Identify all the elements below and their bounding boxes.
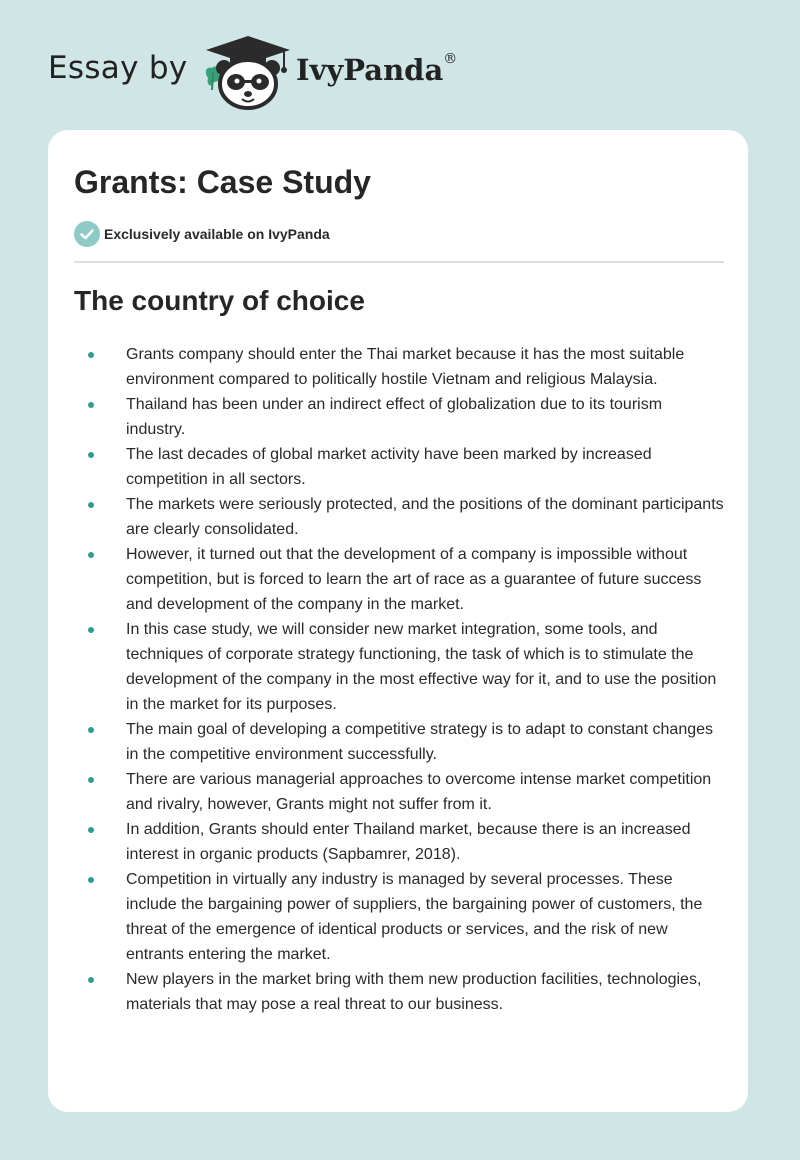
list-item: The main goal of developing a competitive strategy is to adapt to constant changes in the competitive environment successfully. — [74, 717, 724, 767]
list-item: Thailand has been under an indirect effect of globalization due to its tourism industry. — [74, 392, 724, 442]
panda-graduate-icon[interactable] — [200, 34, 296, 110]
list-item: In addition, Grants should enter Thailand market, because there is an increased interest in organic products (Sapbamrer, 2018). — [74, 817, 724, 867]
exclusive-badge — [74, 221, 330, 247]
site-header — [0, 0, 800, 130]
divider — [74, 261, 724, 263]
list-item: New players in the market bring with them new production facilities, technologies, materials that may pose a real threat to our business. — [74, 967, 724, 1017]
article-card — [48, 130, 748, 1112]
brand-name[interactable] — [296, 53, 457, 87]
list-item: In this case study, we will consider new market integration, some tools, and techniques of corporate strategy functioning, the task of which is to stimulate the development of the company in the most effective way for it, and to use the position in the market for its purposes. — [74, 617, 724, 717]
brand-name-text[interactable]: IvyPanda — [296, 53, 444, 87]
trademark-symbol: ® — [443, 51, 458, 67]
section-heading: The country of choice — [74, 285, 365, 316]
badge-label: Exclusively available on IvyPanda — [104, 226, 330, 242]
check-circle-icon — [74, 221, 100, 247]
list-item: There are various managerial approaches to overcome intense market competition and rivalry, however, Grants might not suffer from it. — [74, 767, 724, 817]
bullet-list — [74, 342, 724, 1017]
list-item: The markets were seriously protected, and the positions of the dominant participants are clearly consolidated. — [74, 492, 724, 542]
list-item: However, it turned out that the development of a company is impossible without competition, but is forced to learn the art of race as a guarantee of future success and development of the company in the market. — [74, 542, 724, 617]
list-item: Grants company should enter the Thai market because it has the most suitable environment compared to politically hostile Vietnam and religious Malaysia. — [74, 342, 724, 392]
list-item: Competition in virtually any industry is managed by several processes. These include the bargaining power of suppliers, the bargaining power of customers, the threat of the emergence of identical products or services, and the risk of new entrants entering the market. — [74, 867, 724, 967]
brand-prefix: Essay by — [48, 50, 188, 86]
page-title: Grants: Case Study — [74, 164, 371, 200]
list-item: The last decades of global market activity have been marked by increased competition in all sectors. — [74, 442, 724, 492]
